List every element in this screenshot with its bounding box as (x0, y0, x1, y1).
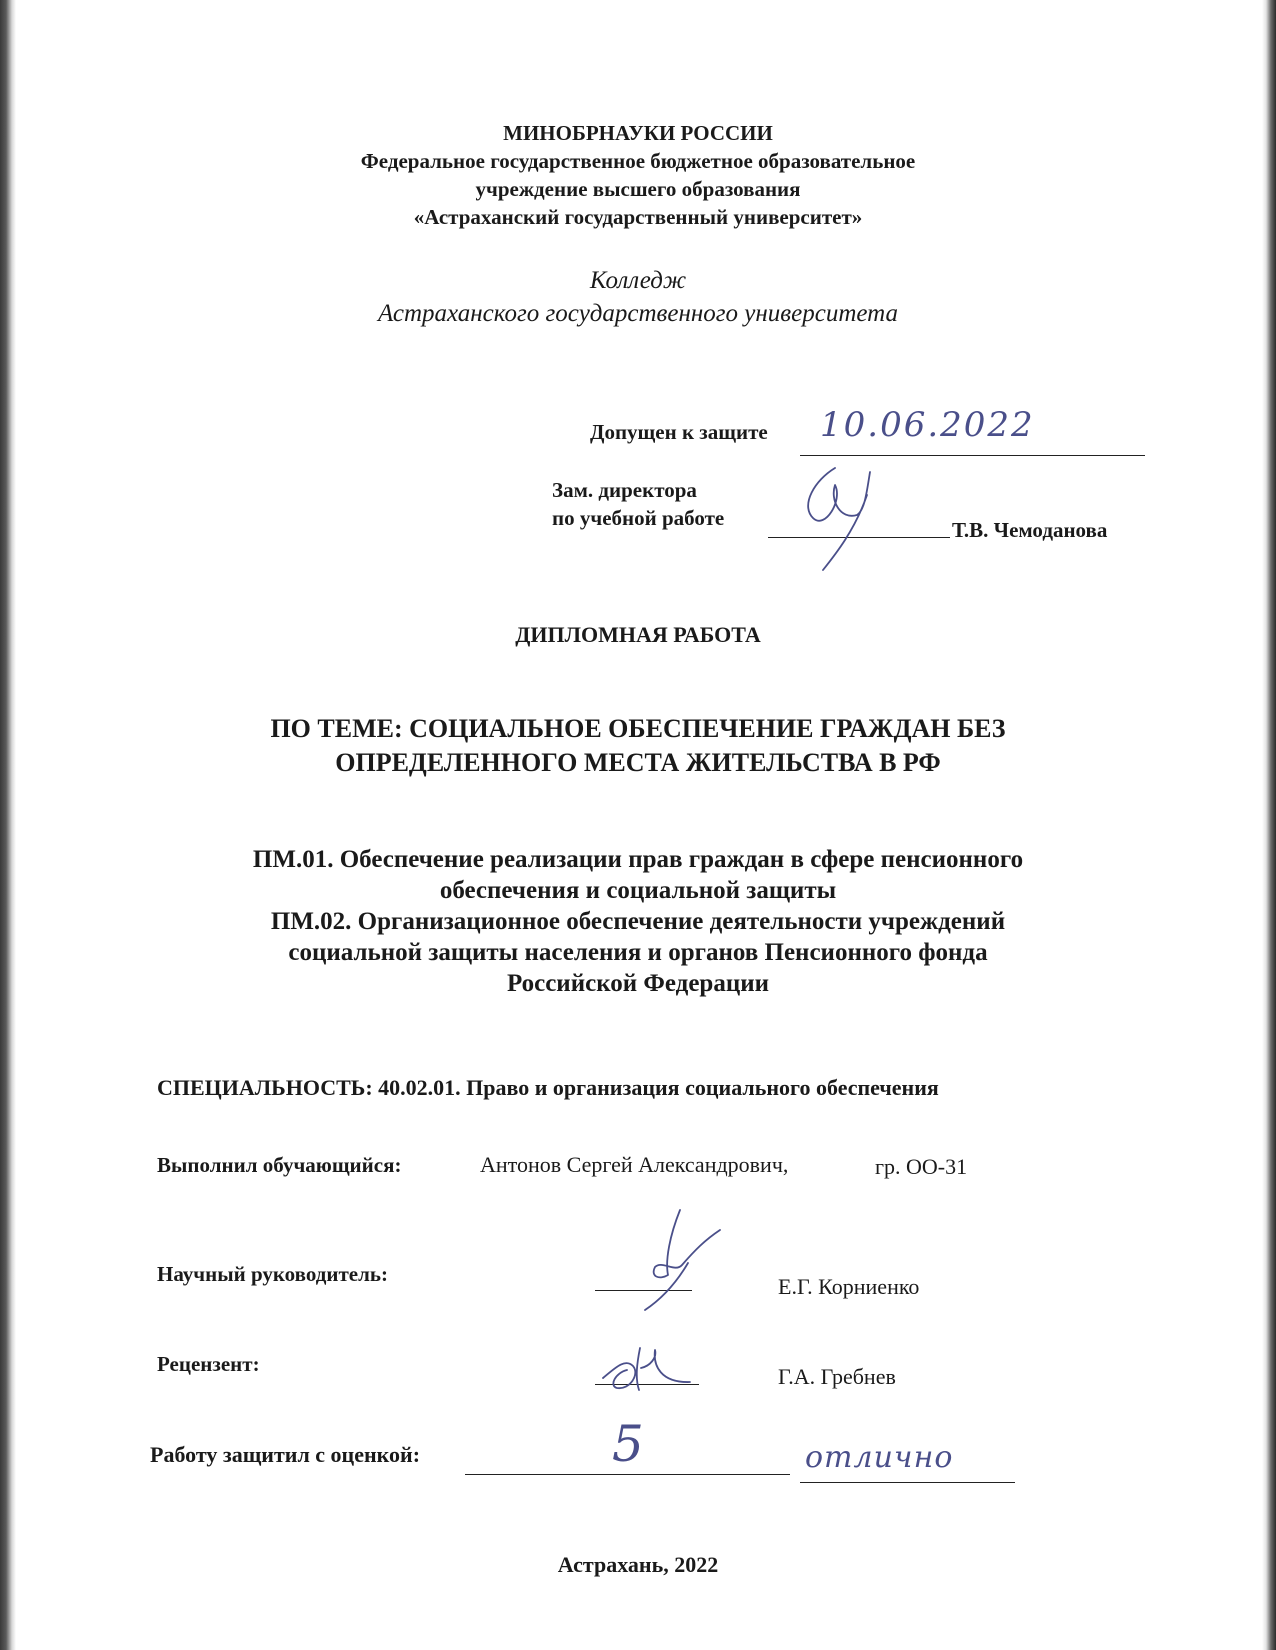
student-name: Антонов Сергей Александрович, (480, 1152, 789, 1177)
module-line-3: ПМ.02. Организационное обеспечение деятельности учреждений (270, 908, 1006, 935)
admitted-date-line (800, 455, 1145, 456)
city-year: Астрахань, 2022 (557, 1552, 719, 1577)
university-name: «Астраханский государственный университет» (413, 205, 863, 229)
reviewer-signature (595, 1338, 705, 1398)
supervisor-signature (620, 1205, 730, 1315)
module-line-5: Российской Федерации (506, 970, 770, 997)
student-group: гр. ОО-31 (875, 1154, 968, 1179)
college-line-2: Астраханского государственного университета (377, 300, 899, 327)
grade-label: Работу защитил с оценкой: (150, 1442, 421, 1467)
institution-line-1: Федеральное государственное бюджетное образовательное (360, 149, 916, 173)
supervisor-name: Е.Г. Корниенко (778, 1274, 920, 1299)
grade-word-line (800, 1482, 1015, 1483)
topic-line-1: ПО ТЕМЕ: СОЦИАЛЬНОЕ ОБЕСПЕЧЕНИЕ ГРАЖДАН БЕЗ (270, 714, 1006, 743)
topic-line-2: ОПРЕДЕЛЕННОГО МЕСТА ЖИТЕЛЬСТВА В РФ (335, 748, 941, 777)
grade-value-line (465, 1474, 790, 1475)
admitted-label: Допущен к защите (590, 420, 768, 444)
student-label: Выполнил обучающийся: (157, 1153, 402, 1177)
work-type: ДИПЛОМНАЯ РАБОТА (515, 622, 761, 647)
college-line-1: Колледж (589, 267, 687, 294)
approver-signature (795, 460, 885, 570)
grade-value: 5 (612, 1415, 644, 1473)
institution-line-2: учреждение высшего образования (475, 177, 801, 201)
scan-edge-left (0, 0, 16, 1650)
grade-word: отлично (805, 1440, 954, 1475)
module-line-4: социальной защиты населения и органов Пенсионного фонда (288, 939, 988, 966)
module-line-2: обеспечения и социальной защиты (439, 877, 837, 904)
position-line-2: по учебной работе (552, 506, 725, 530)
admitted-date: 10.06.2022 (820, 405, 1035, 445)
reviewer-label: Рецензент: (157, 1352, 260, 1376)
scan-edge-right (1262, 0, 1276, 1650)
specialty: СПЕЦИАЛЬНОСТЬ: 40.02.01. Право и организация социального обеспечения (157, 1075, 939, 1100)
supervisor-label: Научный руководитель: (157, 1262, 388, 1286)
position-line-1: Зам. директора (552, 478, 697, 502)
ministry-name: МИНОБРНАУКИ РОССИИ (503, 121, 773, 145)
reviewer-name: Г.А. Гребнев (778, 1364, 896, 1389)
module-line-1: ПМ.01. Обеспечение реализации прав граждан в сфере пенсионного (252, 846, 1024, 873)
approver-name: Т.В. Чемоданова (952, 518, 1108, 542)
